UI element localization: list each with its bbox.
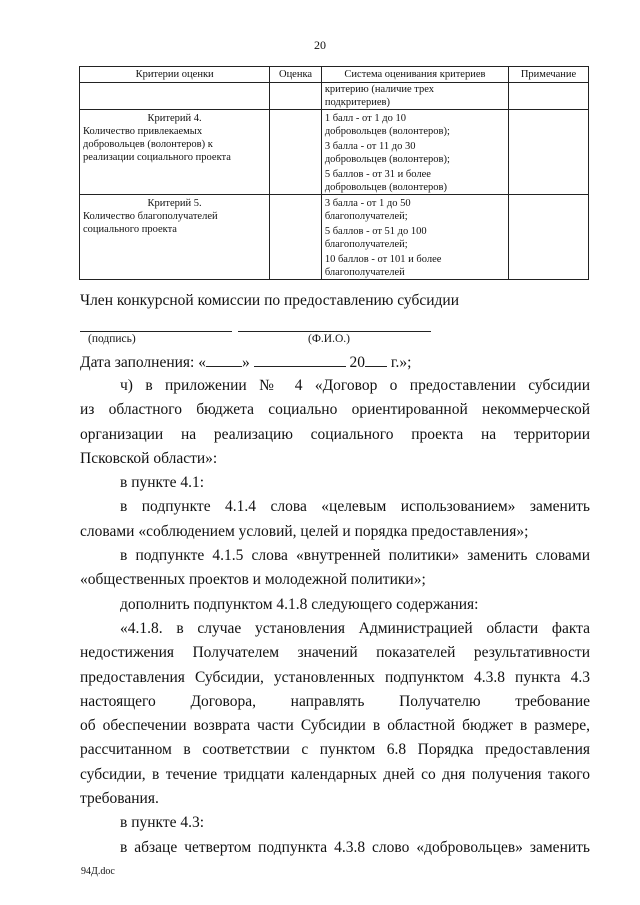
paragraph-line: настоящего Договора, направлять Получателю требование bbox=[80, 692, 590, 710]
signature-line bbox=[80, 331, 232, 332]
paragraph-line: «общественных проектов и молодежной политики»; bbox=[80, 571, 426, 589]
criterion-4-cell: Критерий 4. Количество привлекаемых добровольцев (волонтеров) к реализации социального проекта bbox=[80, 110, 270, 195]
fio-label: (Ф.И.О.) bbox=[308, 333, 350, 345]
paragraph-line: об обеспечении возврата части Субсидии в областной бюджет в размере, bbox=[80, 717, 590, 735]
month-blank bbox=[254, 353, 346, 367]
paragraph-line: в подпункте 4.1.4 слова «целевым использованием» заменить bbox=[120, 498, 590, 516]
criterion-5-system: 3 балла - от 1 до 50 благополучателей; 5 баллов - от 51 до 100 благополучателей; 10 баллов - от 101 и более благополучателей bbox=[321, 195, 508, 280]
criterion-4-system: 1 балл - от 1 до 10 добровольцев (волонтеров); 3 балла - от 11 до 30 добровольцев (волонтеров); 5 баллов - от 31 и более добровольцев (волонтеров) bbox=[321, 110, 508, 195]
date-fill-line: Дата заполнения: « » 20 г.»; bbox=[80, 354, 412, 371]
commission-member-line: Член конкурсной комиссии по предоставлению субсидии bbox=[80, 292, 459, 309]
paragraph-line: словами «соблюдением условий, целей и порядка предоставления»; bbox=[80, 522, 529, 540]
page-number: 20 bbox=[314, 38, 326, 52]
col-header-score: Оценка bbox=[270, 67, 322, 83]
signature-label: (подпись) bbox=[88, 333, 136, 345]
paragraph-line: Псковской области»: bbox=[80, 449, 218, 467]
table-row bbox=[80, 83, 589, 110]
paragraph-line: ч) в приложении № 4 «Договор о предоставлении субсидии bbox=[120, 377, 590, 394]
paragraph-line: в пункте 4.3: bbox=[120, 814, 205, 832]
paragraph-line: организации на реализацию социального проекта на территории bbox=[80, 425, 590, 443]
criterion-title: Критерий 4. bbox=[147, 113, 202, 124]
fio-line bbox=[238, 331, 431, 332]
col-header-criteria: Критерии оценки bbox=[80, 67, 270, 83]
day-blank bbox=[206, 353, 242, 367]
paragraph-line: в абзаце четвертом подпункта 4.3.8 слово «добровольцев» заменить bbox=[120, 838, 590, 856]
criterion-5-cell: Критерий 5. Количество благополучателей социального проекта bbox=[80, 195, 270, 280]
paragraph-line: субсидии, в течение тридцати календарных дней со дня получения такого bbox=[80, 765, 590, 783]
paragraph-line: в подпункте 4.1.5 слова «внутренней политики» заменить словами bbox=[120, 547, 590, 565]
paragraph-line: недостижения Получателем значений показателей результативности bbox=[80, 644, 590, 662]
year-blank bbox=[365, 353, 387, 367]
document-body bbox=[80, 374, 590, 860]
paragraph-line: в пункте 4.1: bbox=[120, 474, 205, 492]
paragraph-line: рассчитанном в соответствии с пунктом 6.8 Порядка предоставления bbox=[80, 741, 590, 759]
col-header-system: Система оценивания критериев bbox=[321, 67, 508, 83]
paragraph-line: предоставления Субсидии, установленных подпунктом 4.3.8 пункта 4.3 bbox=[80, 668, 590, 686]
paragraph-line: дополнить подпунктом 4.1.8 следующего содержания: bbox=[120, 595, 479, 613]
col-header-note: Примечание bbox=[509, 67, 589, 83]
criteria-table bbox=[79, 66, 589, 280]
criterion-title: Критерий 5. bbox=[147, 198, 202, 209]
table-row bbox=[80, 195, 589, 280]
paragraph-line: из областного бюджета социально ориентированной некоммерческой bbox=[80, 401, 590, 419]
table-row bbox=[80, 110, 589, 195]
continuation-cell: критерию (наличие трех подкритериев) bbox=[321, 83, 508, 110]
table-header-row bbox=[80, 67, 589, 83]
paragraph-line: требования. bbox=[80, 790, 159, 808]
file-name-footer: 94Д.doc bbox=[81, 866, 115, 877]
paragraph-line: «4.1.8. в случае установления Администрацией области факта bbox=[120, 619, 590, 637]
